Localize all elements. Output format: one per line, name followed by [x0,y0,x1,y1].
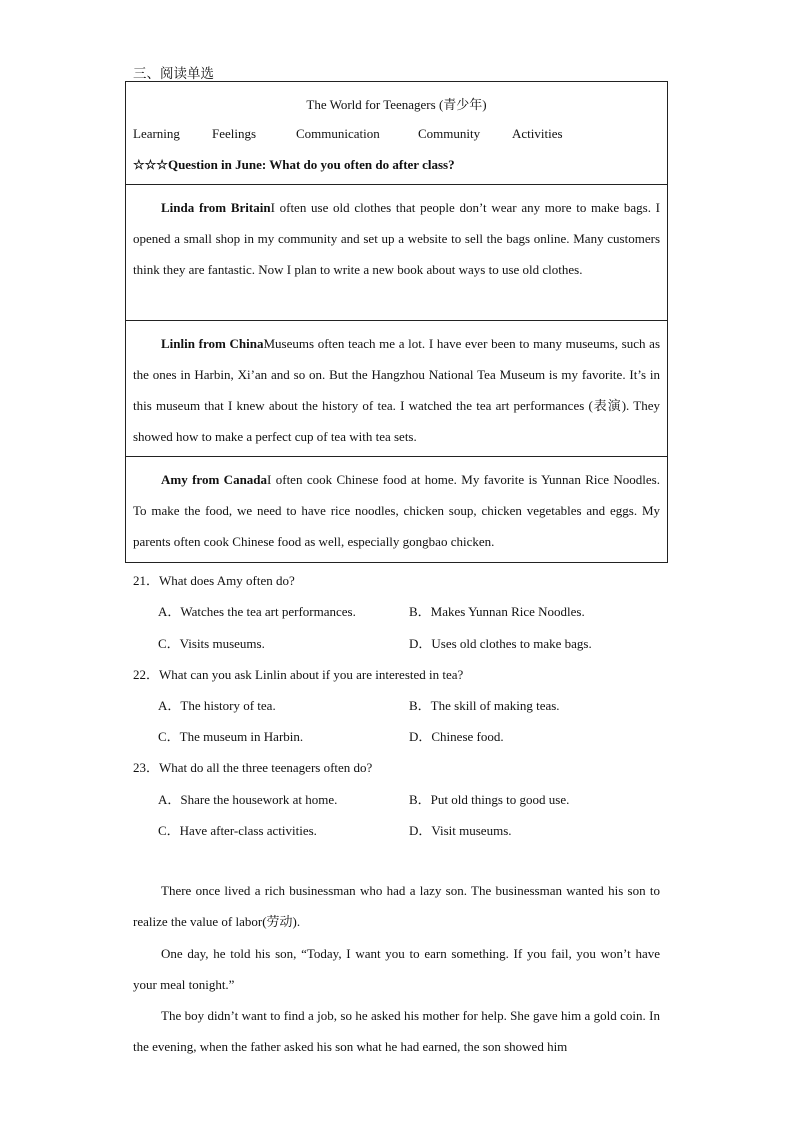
entry-box [125,321,668,457]
story-paragraph: The boy didn’t want to find a job, so he asked his mother for help. She gave him a gold coin. In the evening, when the father asked his son what he had earned, the son showed him [133,1008,660,1055]
option-c[interactable]: C．The museum in Harbin. [158,729,304,744]
entry-text: Museums often teach me a lot. I have ever been to many museums, such as the ones in Harbin, Xi’an and so on. But the Hangzhou National Tea Museum is my favorite. It’s in this museum that I knew about the history of tea. I watched the tea art performances (表演). They showed how to make a perfect cup of tea with tea sets. [133,336,660,444]
menu-item-learning[interactable]: Learning [133,126,180,141]
option-a[interactable]: A．The history of tea. [158,698,276,713]
menu-item-feelings[interactable]: Feelings [212,126,257,141]
entry-paragraph [133,464,660,557]
entry-author: Linlin from China [161,336,264,351]
option-a[interactable]: A．Share the housework at home. [158,792,338,807]
section-title: 三、阅读单选 [133,66,214,81]
menu-item-activities[interactable]: Activities [512,126,563,141]
entry-paragraph [133,328,660,452]
question-of-month: ☆☆☆Question in June: What do you often do after class? [133,157,455,172]
option-b[interactable]: B．Makes Yunnan Rice Noodles. [409,604,585,619]
header-box [125,81,668,185]
reading-title: The World for Teenagers (青少年) [306,97,487,112]
story-paragraph: There once lived a rich businessman who had a lazy son. The businessman wanted his son to realize the value of labor(劳动). [133,883,660,930]
question-stem: 23．What do all the three teenagers often do? [133,760,373,775]
option-c[interactable]: C．Have after-class activities. [158,823,317,838]
option-d[interactable]: D．Chinese food. [409,729,504,744]
entry-box [125,185,668,321]
menu-item-community[interactable]: Community [418,126,481,141]
entry-box [125,457,668,563]
option-b[interactable]: B．The skill of making teas. [409,698,560,713]
option-d[interactable]: D．Uses old clothes to make bags. [409,636,592,651]
story-paragraph: One day, he told his son, “Today, I want you to earn something. If you fail, you won’t have your meal tonight.” [133,946,660,993]
option-a[interactable]: A．Watches the tea art performances. [158,604,356,619]
option-b[interactable]: B．Put old things to good use. [409,792,570,807]
entry-author: Linda from Britain [161,200,271,215]
menu-item-communication[interactable]: Communication [296,126,380,141]
option-d[interactable]: D．Visit museums. [409,823,512,838]
question-stem: 22．What can you ask Linlin about if you are interested in tea? [133,667,464,682]
question-stem: 21．What does Amy often do? [133,573,295,588]
entry-text: I often cook Chinese food at home. My favorite is Yunnan Rice Noodles. To make the food, we need to have rice noodles, chicken soup, chicken vegetables and eggs. My parents often cook Chinese food as well, especially gongbao chicken. [133,472,660,549]
option-c[interactable]: C．Visits museums. [158,636,265,651]
entry-paragraph [133,192,660,285]
entry-text: I often use old clothes that people don’t wear any more to make bags. I opened a small shop in my community and set up a website to sell the bags online. Many customers think they are fantastic. Now I plan to write a new book about ways to use old clothes. [133,200,660,277]
entry-author: Amy from Canada [161,472,268,487]
